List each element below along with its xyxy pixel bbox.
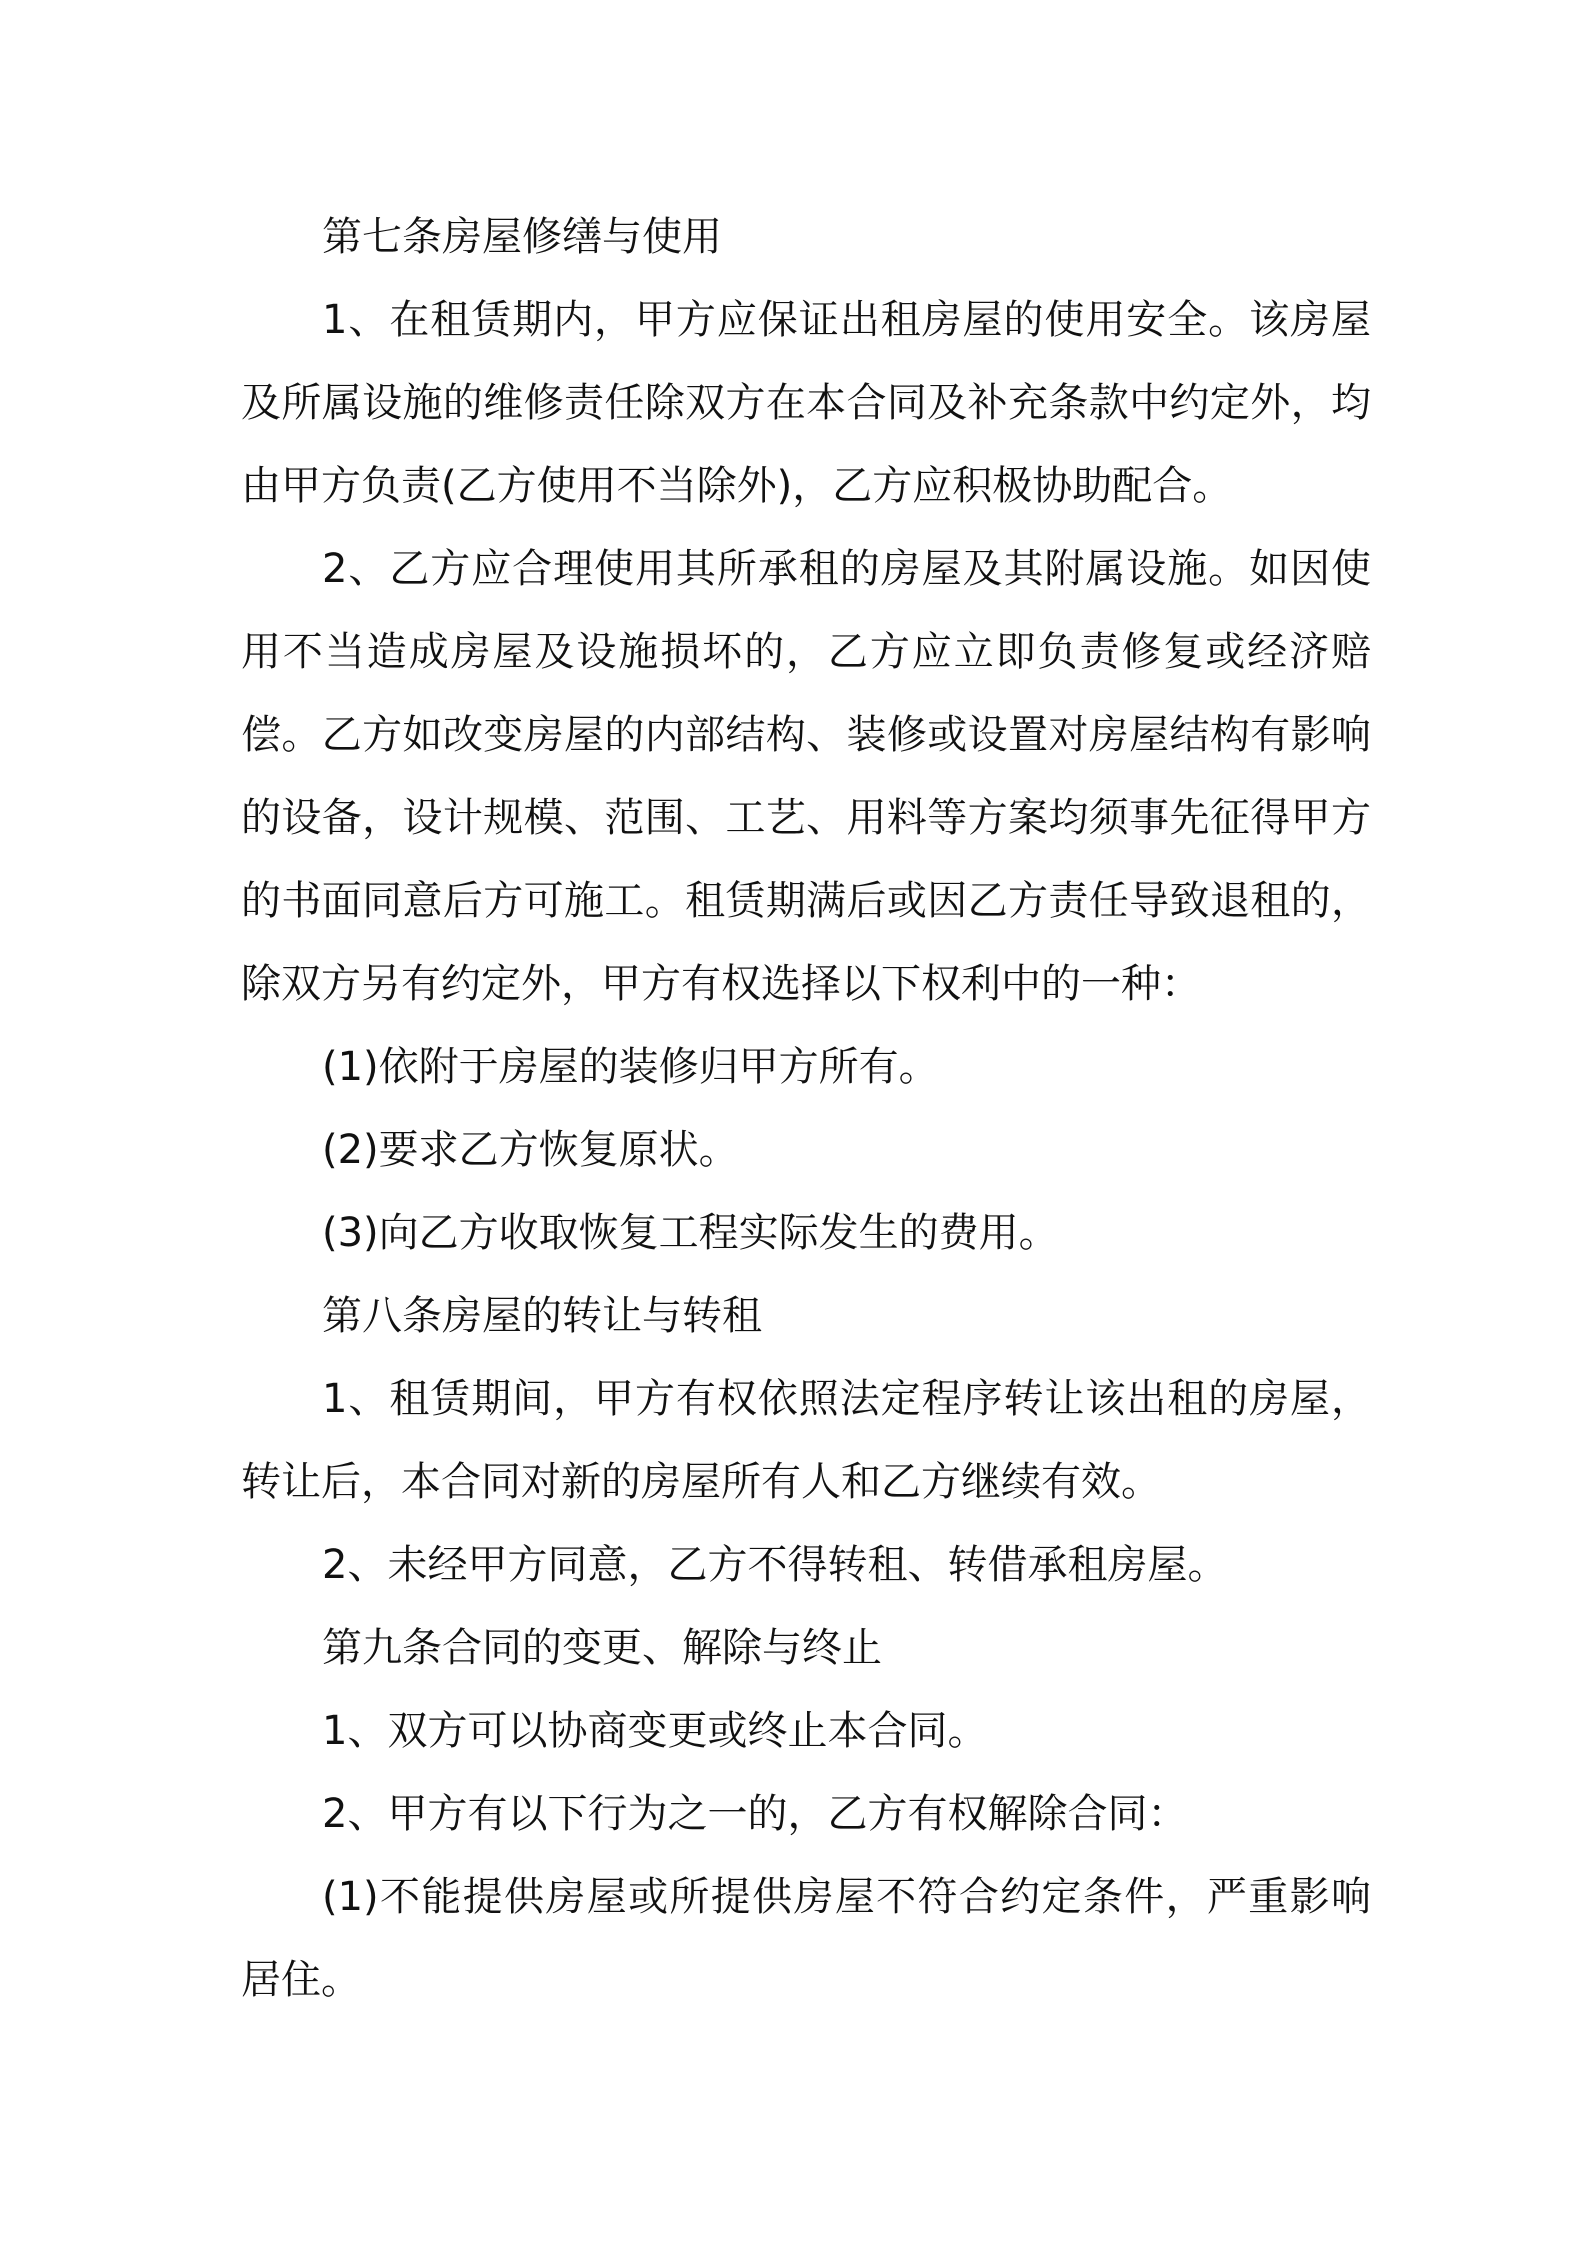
document-body — [241, 196, 1371, 2022]
article-7-clause-2: 2、乙方应合理使用其所承租的房屋及其附属设施。如因使用不当造成房屋及设施损坏的，乙方应立即负责修复或经济赔偿。乙方如改变房屋的内部结构、装修或设置对房屋结构有影响的设备，设计规模、范围、工艺、用料等方案均须事先征得甲方的书面同意后方可施工。租赁期满后或因乙方责任导致退租的，除双方另有约定外，甲方有权选择以下权利中的一种： — [241, 546, 1371, 1007]
article-7-option-1: (1)依附于房屋的装修归甲方所有。 — [322, 1044, 939, 1090]
article-7-clause-1: 1、在租赁期内，甲方应保证出租房屋的使用安全。该房屋及所属设施的维修责任除双方在本合同及补充条款中约定外，均由甲方负责(乙方使用不当除外)，乙方应积极协助配合。 — [241, 297, 1371, 509]
article-9-clause-2: 2、甲方有以下行为之一的，乙方有权解除合同： — [322, 1791, 1188, 1837]
article-7-option-3: (3)向乙方收取恢复工程实际发生的费用。 — [322, 1210, 1059, 1256]
article-9-clause-2-item-1: (1)不能提供房屋或所提供房屋不符合约定条件，严重影响居住。 — [241, 1874, 1371, 2003]
article-7-option-2: (2)要求乙方恢复原状。 — [322, 1127, 739, 1173]
article-9-clause-1: 1、双方可以协商变更或终止本合同。 — [322, 1708, 988, 1754]
article-7-heading: 第七条房屋修缮与使用 — [322, 214, 722, 260]
article-8-clause-2: 2、未经甲方同意，乙方不得转租、转借承租房屋。 — [322, 1542, 1228, 1588]
article-9-heading: 第九条合同的变更、解除与终止 — [322, 1625, 882, 1671]
article-8-heading: 第八条房屋的转让与转租 — [322, 1293, 762, 1339]
article-8-clause-1: 1、租赁期间，甲方有权依照法定程序转让该出租的房屋，转让后，本合同对新的房屋所有人和乙方继续有效。 — [241, 1376, 1371, 1505]
